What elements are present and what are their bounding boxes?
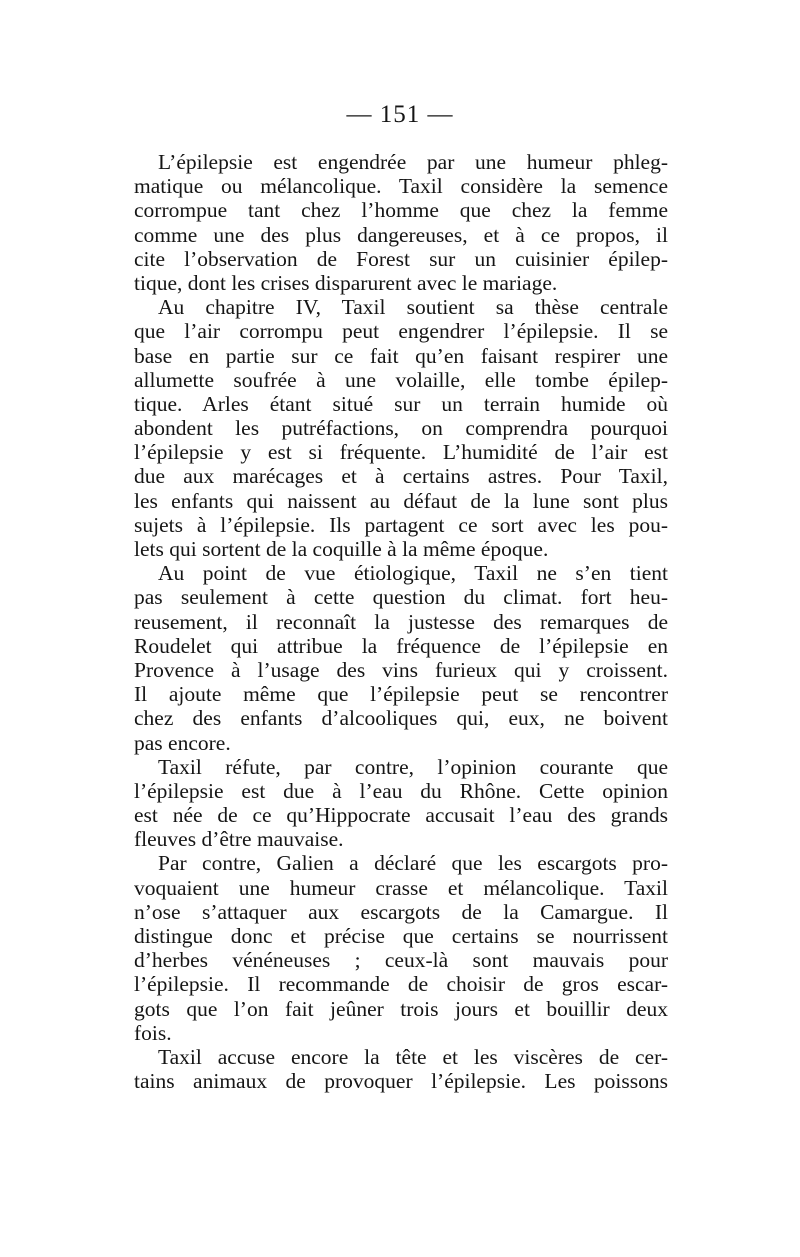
text-line: est née de ce qu’Hippocrate accusait l’eau des grands	[134, 803, 668, 828]
text-line: Par contre, Galien a déclaré que les escargots pro-	[158, 851, 668, 876]
text-line: tains animaux de provoquer l’épilepsie. Les poissons	[134, 1069, 668, 1094]
paragraph	[134, 755, 668, 852]
text-line: Roudelet qui attribue la fréquence de l’épilepsie en	[134, 633, 668, 658]
text-line: fleuves d’être mauvaise.	[134, 827, 344, 852]
text-line: pas encore.	[134, 730, 231, 755]
text-line: Taxil réfute, par contre, l’opinion courante que	[158, 754, 668, 779]
text-line: base en partie sur ce fait qu’en faisant respirer une	[134, 343, 668, 368]
text-line: comme une des plus dangereuses, et à ce propos, il	[134, 222, 668, 247]
text-line: que l’air corrompu peut engendrer l’épilepsie. Il se	[134, 319, 668, 344]
text-line: Provence à l’usage des vins furieux qui y croissent.	[134, 657, 668, 682]
text-line: reusement, il reconnaît la justesse des remarques de	[134, 609, 668, 634]
text-line: L’épilepsie est engendrée par une humeur phleg-	[158, 150, 668, 174]
text-line: Au point de vue étiologique, Taxil ne s’en tient	[158, 561, 668, 586]
text-line: l’épilepsie. Il recommande de choisir de gros escar-	[134, 972, 668, 997]
text-line: tique. Arles étant situé sur un terrain humide où	[134, 391, 668, 416]
text-line: lets qui sortent de la coquille à la même époque.	[134, 537, 549, 561]
text-line: d’herbes vénéneuses ; ceux-là sont mauvais pour	[134, 948, 668, 973]
text-line: abondent les putréfactions, on comprendra pourquoi	[134, 416, 668, 441]
page-number: — 151 —	[346, 101, 454, 128]
text-line: matique ou mélancolique. Taxil considère la semence	[134, 174, 668, 199]
text-line: voquaient une humeur crasse et mélancolique. Taxil	[134, 875, 668, 900]
text-line: allumette soufrée à une volaille, elle tombe épilep-	[134, 367, 668, 392]
text-line: sujets à l’épilepsie. Ils partagent ce sort avec les pou-	[134, 512, 668, 537]
text-line: tique, dont les crises disparurent avec le mariage.	[134, 270, 558, 295]
text-line: distingue donc et précise que certains se nourrissent	[134, 924, 668, 948]
text-line: gots que l’on fait jeûner trois jours et bouillir deux	[134, 996, 668, 1021]
text-line: fois.	[134, 1020, 172, 1045]
text-line: Taxil accuse encore la tête et les viscères de cer-	[158, 1044, 668, 1069]
text-line: chez des enfants d’alcooliques qui, eux, ne boivent	[134, 706, 668, 731]
text-line: pas seulement à cette question du climat. fort heu-	[134, 585, 668, 610]
body-text	[134, 150, 668, 1093]
paragraph	[134, 851, 668, 1045]
text-line: les enfants qui naissent au défaut de la lune sont plus	[134, 488, 668, 513]
text-line: cite l’observation de Forest sur un cuisinier épilep-	[134, 246, 668, 271]
text-line: l’épilepsie est due à l’eau du Rhône. Cette opinion	[134, 778, 668, 803]
paragraph	[134, 150, 668, 295]
text-line: l’épilepsie y est si fréquente. L’humidité de l’air est	[134, 440, 668, 465]
paragraph	[134, 295, 668, 561]
paragraph	[134, 1045, 668, 1093]
text-line: Au chapitre IV, Taxil soutient sa thèse centrale	[158, 295, 668, 320]
text-line: due aux marécages et à certains astres. Pour Taxil,	[134, 464, 668, 489]
text-line: n’ose s’attaquer aux escargots de la Camargue. Il	[134, 899, 668, 924]
text-line: Il ajoute même que l’épilepsie peut se rencontrer	[134, 682, 668, 707]
text-line: corrompue tant chez l’homme que chez la femme	[134, 198, 668, 223]
paragraph	[134, 561, 668, 755]
